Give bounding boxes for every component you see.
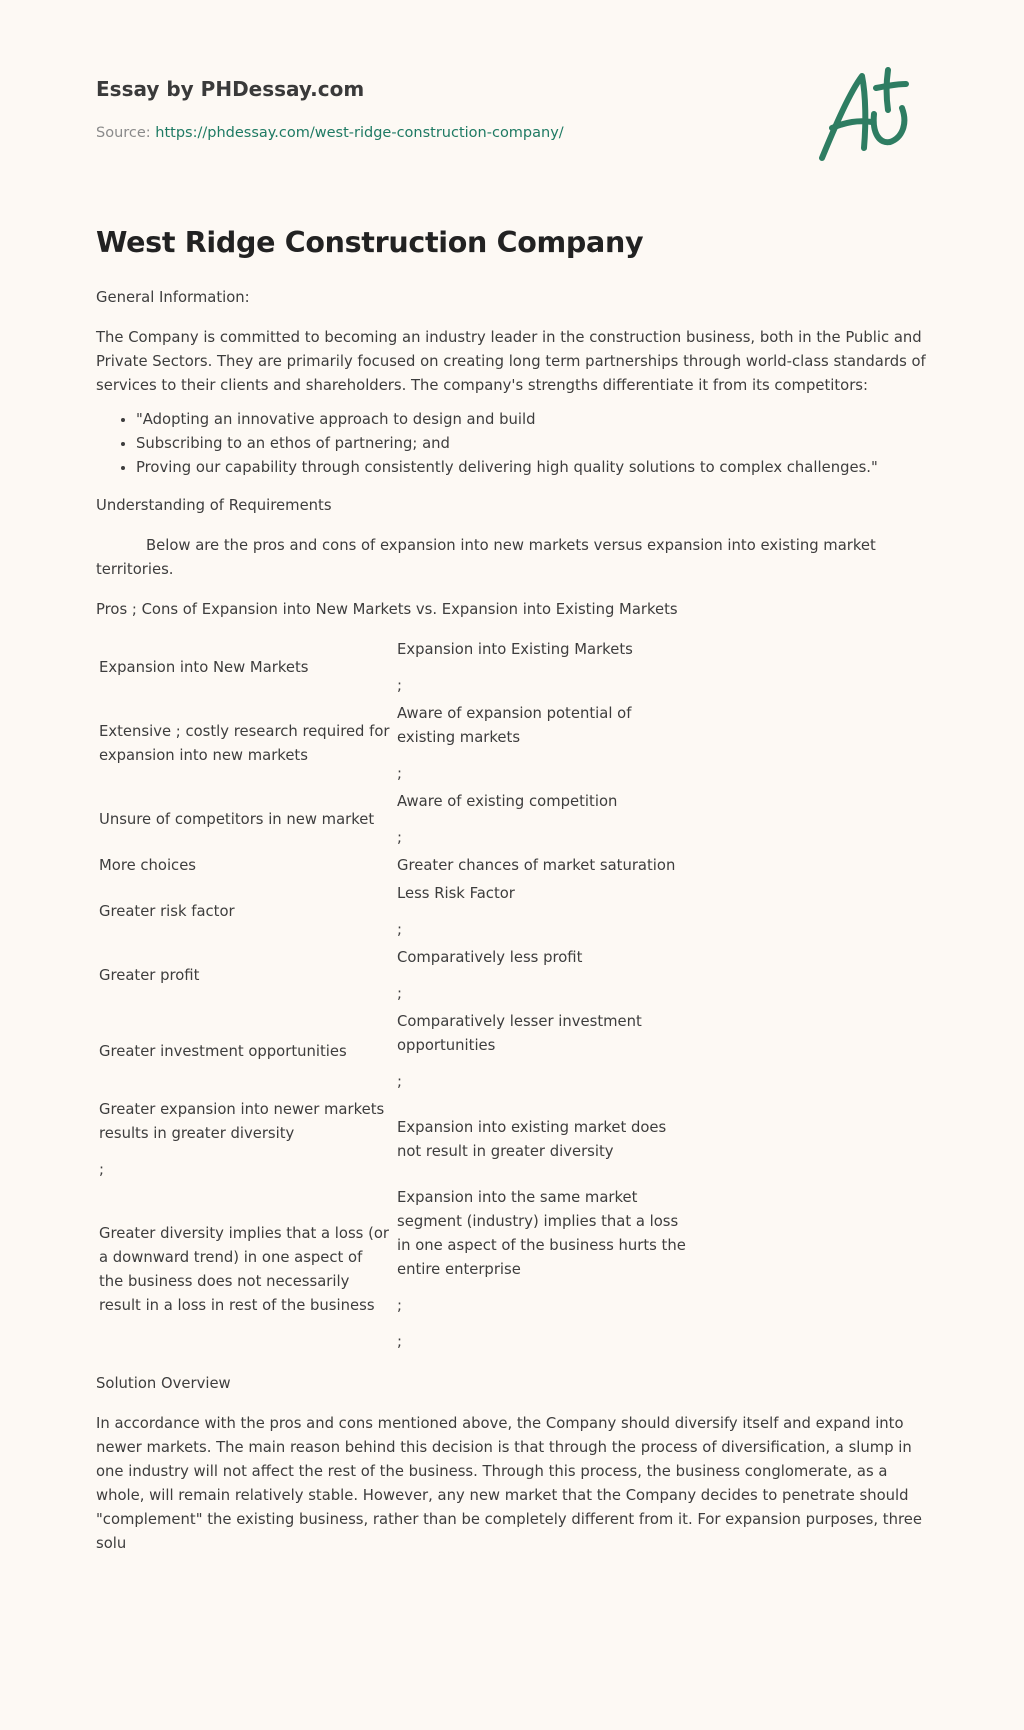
new-markets-cell bbox=[96, 946, 394, 1010]
cell-text: Expansion into existing market does not result in greater diversity bbox=[397, 1119, 667, 1160]
existing-markets-cell bbox=[394, 1186, 692, 1358]
table-row bbox=[96, 946, 692, 1010]
cell-text: ; bbox=[397, 1333, 402, 1350]
table-row bbox=[96, 854, 692, 882]
table-row bbox=[96, 1010, 692, 1098]
essay-title: West Ridge Construction Company bbox=[96, 226, 644, 259]
existing-markets-cell bbox=[394, 790, 692, 854]
cell-text: Greater expansion into newer markets results in greater diversity bbox=[99, 1101, 385, 1142]
cell-text: ; bbox=[397, 829, 402, 846]
brand-title: Essay by PHDessay.com bbox=[96, 77, 365, 101]
cell-text: Expansion into Existing Markets bbox=[397, 641, 633, 658]
cell-text: Greater diversity implies that a loss (or a downward trend) in one aspect of the business does not necessarily result in a loss in rest of the business bbox=[99, 1225, 389, 1314]
existing-markets-cell bbox=[394, 1098, 692, 1186]
table-row bbox=[96, 882, 692, 946]
cell-text: Expansion into New Markets bbox=[99, 659, 309, 676]
existing-markets-cell bbox=[394, 854, 692, 882]
solution-paragraph: In accordance with the pros and cons mentioned above, the Company should diversify itself and expand into newer markets. The main reason behind this decision is that through the process of diversification, a slump in one industry will not affect the rest of the business. Through this process, the business conglomerate, as a whole, will remain relatively stable. However, any new market that the Company decides to penetrate should "complement" the existing business, rather than be completely different from it. For expansion purposes, three solu bbox=[96, 1415, 922, 1552]
cell-text: Extensive ; costly research required for expansion into new markets bbox=[99, 723, 390, 764]
table-caption: Pros ; Cons of Expansion into New Markets vs. Expansion into Existing Markets bbox=[96, 601, 678, 618]
comparison-table-body bbox=[96, 638, 692, 1358]
table-row bbox=[96, 638, 692, 702]
cell-text: Greater investment opportunities bbox=[99, 1043, 347, 1060]
cell-text: ; bbox=[397, 1073, 402, 1090]
cell-text: ; bbox=[397, 765, 402, 782]
solution-clip bbox=[96, 1412, 928, 1572]
cell-text: Less Risk Factor bbox=[397, 885, 515, 902]
new-markets-cell bbox=[96, 854, 394, 882]
new-markets-cell bbox=[96, 702, 394, 790]
intro-paragraph: The Company is committed to becoming an industry leader in the construction business, both in the Public and Private Sectors. They are primarily focused on creating long term partnerships through world-class standards of services to their clients and shareholders. The company's strengths differentiate it from its competitors: bbox=[96, 329, 926, 394]
cell-text: Greater profit bbox=[99, 967, 200, 984]
source-label: Source: bbox=[96, 125, 156, 141]
strengths-list bbox=[96, 408, 928, 480]
cell-text: ; bbox=[397, 1297, 402, 1314]
table-row bbox=[96, 702, 692, 790]
existing-markets-cell bbox=[394, 946, 692, 1010]
cell-text: Greater chances of market saturation bbox=[397, 857, 676, 874]
existing-markets-cell bbox=[394, 882, 692, 946]
new-markets-cell bbox=[96, 638, 394, 702]
cell-text: More choices bbox=[99, 857, 197, 874]
new-markets-cell bbox=[96, 882, 394, 946]
requirements-heading: Understanding of Requirements bbox=[96, 497, 332, 514]
requirements-paragraph: Below are the pros and cons of expansion into new markets versus expansion into existing market territories. bbox=[96, 537, 876, 578]
cell-text: ; bbox=[397, 677, 402, 694]
new-markets-cell bbox=[96, 1186, 394, 1358]
cell-text: Aware of existing competition bbox=[397, 793, 618, 810]
existing-markets-cell bbox=[394, 1010, 692, 1098]
list-item: • Subscribing to an ethos of partnering; and bbox=[136, 432, 928, 456]
source-link[interactable]: https://phdessay.com/west-ridge-construction-company/ bbox=[155, 125, 564, 141]
a-plus-logo-icon bbox=[816, 66, 926, 166]
existing-markets-cell bbox=[394, 638, 692, 702]
cell-text: ; bbox=[397, 985, 402, 1002]
cell-text: Unsure of competitors in new market bbox=[99, 811, 375, 828]
cell-text: ; bbox=[99, 1161, 104, 1178]
new-markets-cell bbox=[96, 1098, 394, 1186]
list-item: • Proving our capability through consistently delivering high quality solutions to complex challenges." bbox=[136, 456, 928, 480]
table-row bbox=[96, 790, 692, 854]
new-markets-cell bbox=[96, 790, 394, 854]
existing-markets-cell bbox=[394, 702, 692, 790]
cell-text: Greater risk factor bbox=[99, 903, 235, 920]
table-row bbox=[96, 1098, 692, 1186]
general-heading: General Information: bbox=[96, 289, 250, 306]
cell-text: Comparatively less profit bbox=[397, 949, 583, 966]
essay-body bbox=[96, 286, 928, 1572]
comparison-table bbox=[96, 638, 692, 1358]
list-item: • "Adopting an innovative approach to design and build bbox=[136, 408, 928, 432]
cell-text: Comparatively lesser investment opportunities bbox=[397, 1013, 642, 1054]
source-line bbox=[96, 125, 564, 141]
solution-heading: Solution Overview bbox=[96, 1375, 231, 1392]
cell-text: Expansion into the same market segment (industry) implies that a loss in one aspect of the business hurts the entire enterprise bbox=[397, 1189, 686, 1278]
cell-text: Aware of expansion potential of existing markets bbox=[397, 705, 632, 746]
cell-text: ; bbox=[397, 921, 402, 938]
new-markets-cell bbox=[96, 1010, 394, 1098]
table-row bbox=[96, 1186, 692, 1358]
